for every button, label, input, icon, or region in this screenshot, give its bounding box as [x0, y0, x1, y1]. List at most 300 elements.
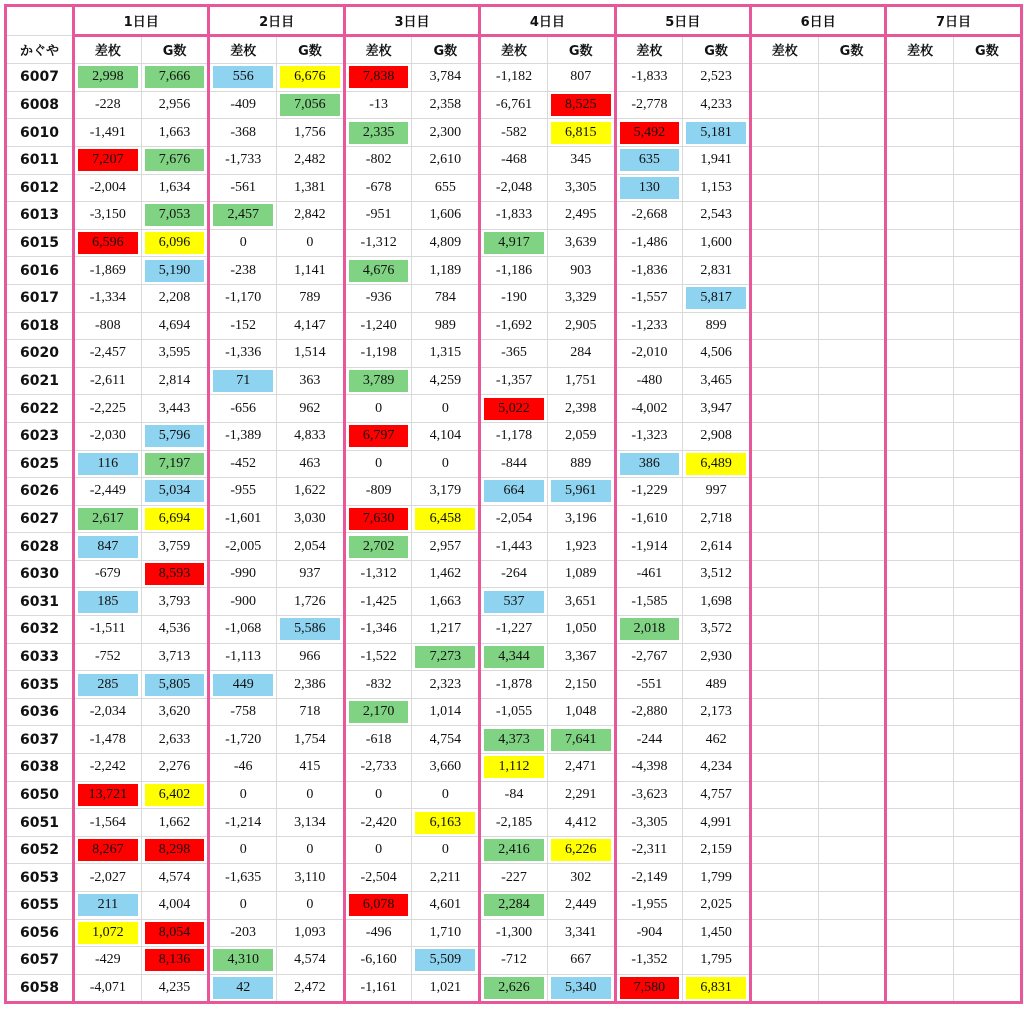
diff-cell [344, 229, 412, 257]
cell-value: 7,580 [620, 977, 680, 999]
cell-value: -752 [95, 648, 121, 664]
diff-cell [74, 312, 142, 340]
diff-cell [344, 257, 412, 285]
diff-cell [74, 754, 142, 782]
games-cell [818, 974, 886, 1003]
games-cell [141, 395, 209, 423]
diff-cell [480, 505, 548, 533]
cell-value: 2,276 [158, 759, 191, 775]
cell-value: 0 [239, 235, 247, 251]
diff-cell [74, 892, 142, 920]
games-cell [547, 754, 615, 782]
cell-value: -365 [501, 345, 527, 361]
diff-cell [344, 91, 412, 119]
diff-cell [750, 119, 818, 147]
diff-cell [750, 505, 818, 533]
cell-value: -4,071 [89, 980, 126, 996]
cell-value: -468 [501, 152, 527, 168]
games-cell [277, 146, 345, 174]
games-cell [954, 616, 1022, 644]
diff-cell [480, 892, 548, 920]
cell-value: 784 [434, 290, 456, 306]
machine-id-cell: 6008 [6, 91, 74, 119]
cell-value: -712 [501, 952, 527, 968]
cell-value: 6,489 [686, 453, 746, 475]
cell-value: -203 [230, 924, 257, 940]
diff-cell [344, 671, 412, 699]
cell-value: 5,492 [620, 122, 680, 144]
cell-value: 4,694 [158, 317, 191, 333]
table-row [6, 284, 1022, 312]
cell-value: 2,054 [294, 538, 326, 554]
cell-value: -2,880 [631, 704, 668, 720]
diff-cell [480, 947, 548, 975]
cell-value: 4,991 [700, 814, 732, 830]
diff-cell [74, 781, 142, 809]
games-cell [412, 91, 480, 119]
games-cell [412, 919, 480, 947]
games-cell [141, 643, 209, 671]
diff-cell [615, 643, 683, 671]
games-cell [141, 974, 209, 1003]
games-cell [141, 809, 209, 837]
games-cell [818, 864, 886, 892]
games-cell [818, 781, 886, 809]
diff-cell [480, 560, 548, 588]
cell-value: -1,312 [360, 566, 397, 582]
cell-value: -2,185 [495, 814, 533, 830]
diff-cell [480, 588, 548, 616]
diff-cell [480, 146, 548, 174]
cell-value: -1,352 [631, 952, 668, 968]
cell-value: -1,635 [225, 869, 262, 885]
games-cell [547, 726, 615, 754]
table-row [6, 340, 1022, 368]
games-cell [277, 671, 345, 699]
diff-cell [480, 781, 548, 809]
cell-value: -1,833 [631, 69, 668, 85]
diff-cell [615, 892, 683, 920]
games-cell [141, 478, 209, 506]
cell-value: 4,809 [429, 235, 462, 251]
cell-value: 556 [213, 66, 273, 88]
cell-value: 5,586 [280, 618, 340, 640]
cell-value: -3,623 [631, 786, 668, 802]
cell-value: 2,335 [349, 122, 409, 144]
diff-cell [344, 119, 412, 147]
cell-value: 1,606 [429, 207, 462, 223]
games-cell [277, 616, 345, 644]
diff-cell [209, 754, 277, 782]
games-cell [412, 588, 480, 616]
games-cell [683, 864, 751, 892]
cell-value: 2,626 [484, 977, 544, 999]
diff-cell [886, 947, 954, 975]
games-cell [818, 422, 886, 450]
cell-value: 2,398 [564, 400, 597, 416]
games-cell [547, 671, 615, 699]
cell-value: 2,300 [429, 124, 462, 140]
diff-cell [344, 174, 412, 202]
machine-id-cell: 6015 [6, 229, 74, 257]
cell-value: 489 [705, 676, 727, 692]
cell-value: 3,651 [564, 593, 597, 609]
games-cell [683, 560, 751, 588]
diff-cell [750, 974, 818, 1003]
diff-cell [750, 671, 818, 699]
games-cell [412, 643, 480, 671]
cell-value: -1,733 [225, 152, 262, 168]
cell-value: 2,291 [564, 786, 597, 802]
games-cell [141, 450, 209, 478]
day-header-row [6, 6, 1022, 36]
cell-value: 0 [239, 842, 247, 858]
diff-cell [209, 422, 277, 450]
diff-cell [209, 671, 277, 699]
cell-value: 3,305 [564, 179, 597, 195]
games-cell [412, 284, 480, 312]
games-cell [683, 64, 751, 92]
cell-value: -551 [636, 676, 663, 692]
diff-cell [344, 947, 412, 975]
cell-value: 2,471 [564, 759, 597, 775]
games-cell [547, 533, 615, 561]
games-cell [683, 367, 751, 395]
cell-value: 1,754 [294, 731, 326, 747]
cell-value: 0 [239, 897, 247, 913]
games-cell [412, 947, 480, 975]
games-cell [818, 919, 886, 947]
diff-cell [886, 450, 954, 478]
cell-value: 1,663 [158, 124, 191, 140]
cell-value: -2,611 [90, 373, 126, 389]
games-cell [412, 560, 480, 588]
diff-cell [344, 284, 412, 312]
cell-value: 7,056 [280, 94, 340, 116]
cell-value: -1,323 [631, 428, 668, 444]
diff-cell [615, 616, 683, 644]
cell-value: -2,048 [495, 179, 533, 195]
diff-cell [480, 726, 548, 754]
cell-value: -1,425 [360, 593, 397, 609]
games-cell [277, 919, 345, 947]
diff-cell [615, 533, 683, 561]
diff-cell [750, 229, 818, 257]
table-row [6, 643, 1022, 671]
diff-cell [615, 91, 683, 119]
games-cell [954, 284, 1022, 312]
cell-value: 1,112 [484, 756, 544, 778]
cell-value: -2,733 [360, 759, 397, 775]
games-cell [547, 947, 615, 975]
games-cell [277, 698, 345, 726]
diff-cell [209, 367, 277, 395]
diff-cell [74, 560, 142, 588]
cell-value: -678 [365, 179, 392, 195]
diff-cell [615, 367, 683, 395]
table-row [6, 64, 1022, 92]
cell-value: 2,957 [429, 538, 462, 554]
games-header: G数 [954, 35, 1022, 64]
games-cell [683, 974, 751, 1003]
games-cell [683, 947, 751, 975]
cell-value: 3,179 [429, 483, 462, 499]
games-cell [683, 809, 751, 837]
cell-value: 903 [570, 262, 592, 278]
diff-cell [750, 340, 818, 368]
diff-cell [74, 864, 142, 892]
cell-value: 1,089 [564, 566, 597, 582]
games-cell [818, 754, 886, 782]
cell-value: 3,639 [564, 235, 597, 251]
cell-value: -1,833 [495, 207, 533, 223]
machine-id-cell: 6016 [6, 257, 74, 285]
diff-cell [344, 919, 412, 947]
diff-cell [74, 174, 142, 202]
cell-value: -1,186 [495, 262, 533, 278]
diff-cell [615, 340, 683, 368]
games-cell [141, 64, 209, 92]
cell-value: 718 [299, 704, 321, 720]
machine-id-cell: 6022 [6, 395, 74, 423]
table-row [6, 588, 1022, 616]
cell-value: 6,096 [145, 232, 205, 254]
diff-cell [615, 836, 683, 864]
games-cell [141, 781, 209, 809]
diff-cell [750, 836, 818, 864]
cell-value: 363 [299, 373, 321, 389]
cell-value: -1,522 [360, 648, 397, 664]
diff-cell [750, 91, 818, 119]
diff-cell [615, 754, 683, 782]
games-cell [818, 533, 886, 561]
cell-value: -480 [636, 373, 663, 389]
cell-value: 3,341 [564, 924, 597, 940]
cell-value: 3,793 [158, 593, 191, 609]
games-cell [277, 119, 345, 147]
diff-cell [750, 560, 818, 588]
diff-cell [886, 395, 954, 423]
games-cell [412, 892, 480, 920]
cell-value: 7,273 [415, 646, 475, 668]
machine-id-cell: 6052 [6, 836, 74, 864]
diff-cell [74, 947, 142, 975]
cell-value: 4,104 [429, 428, 462, 444]
cell-value: 5,796 [145, 425, 205, 447]
cell-value: -758 [230, 704, 257, 720]
games-cell [818, 64, 886, 92]
table-row [6, 671, 1022, 699]
diff-cell [886, 422, 954, 450]
cell-value: 5,181 [686, 122, 746, 144]
diff-cell [886, 616, 954, 644]
diff-cell [750, 312, 818, 340]
games-cell [954, 919, 1022, 947]
cell-value: -3,150 [89, 207, 126, 223]
table-row [6, 698, 1022, 726]
games-cell [277, 229, 345, 257]
cell-value: 997 [705, 483, 727, 499]
games-cell [954, 505, 1022, 533]
diff-cell [886, 809, 954, 837]
diff-cell [344, 505, 412, 533]
diff-cell [886, 588, 954, 616]
cell-value: -1,610 [631, 510, 668, 526]
games-cell [683, 726, 751, 754]
cell-value: 1,462 [429, 566, 462, 582]
cell-value: 4,310 [213, 949, 273, 971]
games-cell [547, 643, 615, 671]
games-cell [547, 91, 615, 119]
cell-value: -6,761 [495, 97, 533, 113]
diff-cell [480, 974, 548, 1003]
games-cell [954, 367, 1022, 395]
cell-value: 2,905 [564, 317, 597, 333]
diff-cell [344, 974, 412, 1003]
cell-value: 4,259 [429, 373, 462, 389]
cell-value: 0 [441, 786, 449, 802]
games-cell [141, 367, 209, 395]
slot-data-table [4, 4, 1023, 1004]
cell-value: -46 [233, 759, 253, 775]
cell-value: -1,478 [89, 731, 126, 747]
cell-value: 655 [434, 179, 456, 195]
cell-value: 2,449 [564, 897, 597, 913]
diff-cell [750, 809, 818, 837]
cell-value: 285 [78, 674, 138, 696]
cell-value: -1,182 [495, 69, 533, 85]
games-cell [818, 202, 886, 230]
games-cell [818, 671, 886, 699]
machine-id-header: かぐや [6, 35, 74, 64]
diff-cell [615, 560, 683, 588]
cell-value: 5,022 [484, 398, 544, 420]
cell-value: -409 [230, 97, 257, 113]
diff-cell [344, 422, 412, 450]
cell-value: 966 [299, 648, 321, 664]
machine-id-cell: 6012 [6, 174, 74, 202]
corner-cell [6, 6, 74, 36]
cell-value: 2,614 [700, 538, 732, 554]
games-cell [277, 312, 345, 340]
games-cell [954, 91, 1022, 119]
diff-cell [209, 781, 277, 809]
table-row [6, 422, 1022, 450]
games-cell [818, 947, 886, 975]
cell-value: -1,178 [495, 428, 533, 444]
games-cell [683, 312, 751, 340]
games-cell [683, 146, 751, 174]
cell-value: 5,817 [686, 287, 746, 309]
cell-value: 1,751 [564, 373, 597, 389]
cell-value: 7,666 [145, 66, 205, 88]
diff-cell [209, 146, 277, 174]
diff-cell [74, 616, 142, 644]
cell-value: -618 [365, 731, 392, 747]
games-cell [818, 560, 886, 588]
diff-header: 差枚 [209, 35, 277, 64]
machine-id-cell: 6056 [6, 919, 74, 947]
machine-id-cell: 6023 [6, 422, 74, 450]
diff-cell [615, 919, 683, 947]
cell-value: 537 [484, 591, 544, 613]
cell-value: 415 [299, 759, 321, 775]
games-cell [141, 754, 209, 782]
cell-value: -227 [501, 869, 527, 885]
cell-value: 2,998 [78, 66, 138, 88]
cell-value: -1,068 [225, 621, 262, 637]
cell-value: 4,536 [158, 621, 191, 637]
games-cell [412, 698, 480, 726]
cell-value: 3,443 [158, 400, 191, 416]
cell-value: 3,512 [700, 566, 732, 582]
diff-cell [886, 64, 954, 92]
cell-value: 2,610 [429, 152, 462, 168]
cell-value: 0 [306, 235, 314, 251]
table-row [6, 947, 1022, 975]
cell-value: -832 [365, 676, 392, 692]
games-cell [547, 422, 615, 450]
diff-cell [344, 754, 412, 782]
cell-value: -2,504 [360, 869, 397, 885]
diff-cell [615, 478, 683, 506]
diff-cell [886, 560, 954, 588]
cell-value: 7,838 [349, 66, 409, 88]
games-cell [141, 616, 209, 644]
diff-cell [615, 974, 683, 1003]
games-cell [818, 146, 886, 174]
diff-cell [750, 202, 818, 230]
diff-cell [750, 726, 818, 754]
diff-cell [344, 809, 412, 837]
cell-value: -1,312 [360, 235, 397, 251]
diff-cell [209, 588, 277, 616]
games-cell [954, 64, 1022, 92]
cell-value: -1,300 [495, 924, 533, 940]
diff-cell [209, 340, 277, 368]
cell-value: -1,692 [495, 317, 533, 333]
diff-cell [209, 119, 277, 147]
table-body [6, 64, 1022, 1003]
games-cell [818, 698, 886, 726]
diff-cell [480, 671, 548, 699]
diff-cell [480, 643, 548, 671]
table-row [6, 892, 1022, 920]
games-cell [412, 174, 480, 202]
diff-cell [209, 726, 277, 754]
table-row [6, 781, 1022, 809]
games-cell [683, 616, 751, 644]
cell-value: 0 [441, 455, 449, 471]
diff-cell [750, 422, 818, 450]
cell-value: 8,136 [145, 949, 205, 971]
cell-value: 7,630 [349, 508, 409, 530]
diff-cell [344, 864, 412, 892]
cell-value: 6,797 [349, 425, 409, 447]
games-cell [141, 671, 209, 699]
games-cell [547, 146, 615, 174]
games-cell [954, 312, 1022, 340]
diff-cell [750, 257, 818, 285]
games-cell [818, 367, 886, 395]
diff-cell [886, 781, 954, 809]
cell-value: -904 [636, 924, 663, 940]
cell-value: -1,836 [631, 262, 668, 278]
table-row [6, 616, 1022, 644]
cell-value: 6,676 [280, 66, 340, 88]
machine-id-cell: 6030 [6, 560, 74, 588]
games-cell [277, 367, 345, 395]
